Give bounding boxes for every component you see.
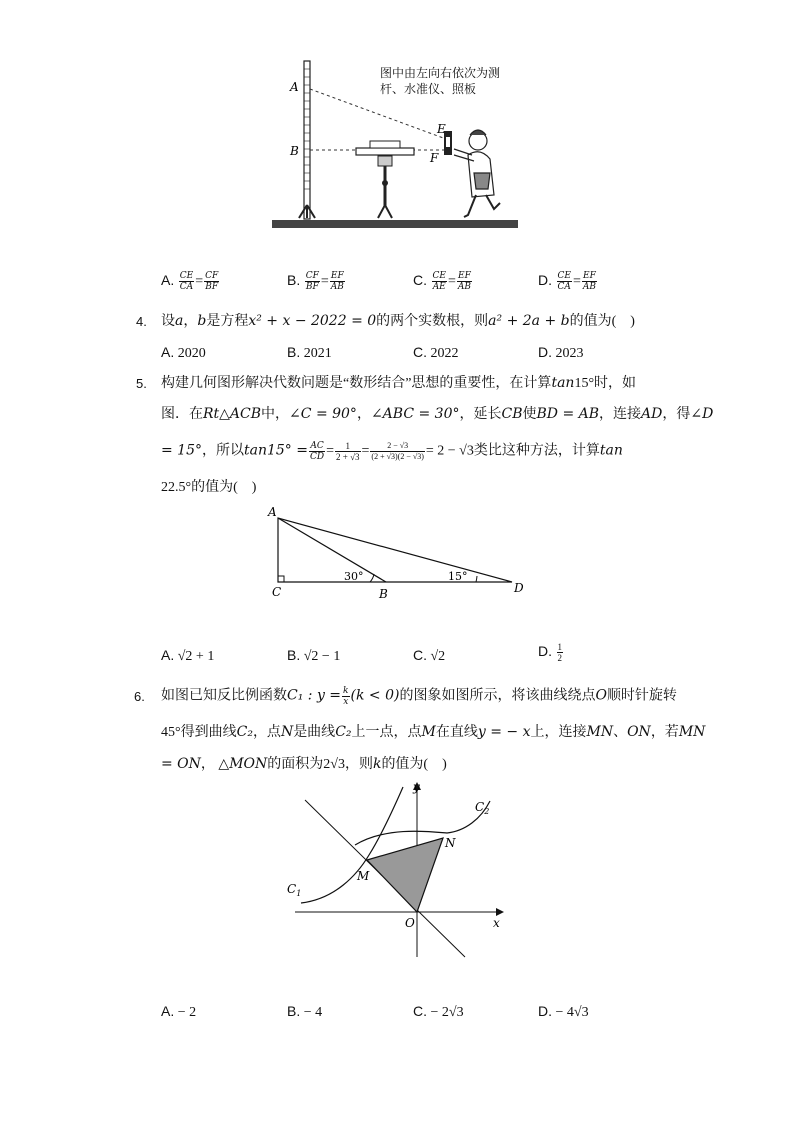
axis-label-y: y <box>413 780 420 794</box>
q5-line4: 22.5°的值为( ) <box>161 480 257 495</box>
curve-label-C1: $C_1$ <box>287 882 302 898</box>
angle-label-15: 15° <box>448 570 468 583</box>
angle-arc-15 <box>476 576 477 582</box>
axis-label-x: x <box>493 916 500 930</box>
q6-line2: 45°得到曲线C₂，点N是曲线C₂上一点，点M在直线y = − x上，连接MN、ON，若MN <box>161 724 706 740</box>
vertex-D: D <box>514 581 524 595</box>
curve-C1 <box>301 787 403 903</box>
q4-option-a[interactable]: A. 2020 <box>161 344 206 361</box>
q3-option-c[interactable]: C. $\frac{CE}{AE}$ = $\frac{EF}{AB}$ <box>413 271 471 293</box>
q5-line2: 图．在Rt△ACB中，∠C = 90°，∠ABC = 30°，延长CB使BD = AB，连接AD，得∠D <box>161 406 714 422</box>
q6-option-a[interactable]: A. − 2 <box>161 1003 197 1020</box>
q6-line1: 如图已知反比例函数C₁ : y = $\frac{k}{x}$ (k < 0)的图象如图所示，将该曲线绕点O顺时针旋转 <box>161 686 677 707</box>
q5-number: 5. <box>136 376 147 391</box>
label-F: F <box>430 151 439 165</box>
triangle-ACD <box>278 518 512 582</box>
vertex-C: C <box>272 585 282 599</box>
curve-C2 <box>355 801 490 845</box>
q5-line1: 构建几何图形解决代数问题是“数形结合”思想的重要性，在计算tan15°时，如 <box>161 375 637 391</box>
q3-option-b[interactable]: B. $\frac{CF}{BF}$ = $\frac{EF}{AB}$ <box>287 271 344 293</box>
measuring-pole <box>304 61 310 219</box>
q5-option-d[interactable]: D. $\frac{1}{2}$ <box>538 642 562 664</box>
q5-line3: = 15°，所以tan15° = $\frac{AC}{CD}$ = $\frac{1}{2 + √3}$ = $\frac{2 - √3}{(2 + √3)(2 - √3)}$ = 2 − √3类比这种方法，计算tan <box>161 441 623 462</box>
q6-option-b[interactable]: B. − 4 <box>287 1003 323 1020</box>
q6-line3: = ON， △MON的面积为2√3，则k的值为( ) <box>161 756 447 772</box>
q5-option-a[interactable]: A. √2 + 1 <box>161 647 215 664</box>
q6-option-d[interactable]: D. − 4√3 <box>538 1003 589 1020</box>
q4-number: 4. <box>136 314 147 329</box>
q4-option-c[interactable]: C. 2022 <box>413 344 459 361</box>
triangle-MON <box>367 838 443 912</box>
q3-option-d[interactable]: D. $\frac{CE}{CA}$ = $\frac{EF}{AB}$ <box>538 271 596 293</box>
vertex-B: B <box>379 587 388 600</box>
q4-option-b[interactable]: B. 2021 <box>287 344 332 361</box>
point-label-M: M <box>357 869 370 883</box>
q6-graph-figure <box>285 775 515 965</box>
q5-triangle-figure <box>262 500 534 600</box>
q6-option-c[interactable]: C. − 2√3 <box>413 1003 464 1020</box>
person-illustration <box>454 130 500 217</box>
q3-option-a[interactable]: A. $\frac{CE}{CA}$ = $\frac{CF}{BF}$ <box>161 271 219 293</box>
label-B: B <box>290 144 299 158</box>
label-E: E <box>437 122 446 136</box>
level-instrument <box>356 141 414 218</box>
q4-option-d[interactable]: D. 2023 <box>538 344 584 361</box>
label-A: A <box>290 80 299 94</box>
angle-label-30: 30° <box>344 570 364 583</box>
figure-note-line1: 图中由左向右依次为测 <box>380 66 501 80</box>
vertex-A: A <box>268 505 277 519</box>
curve-label-C2: $C_2$ <box>475 800 490 816</box>
angle-arc-30 <box>370 574 374 582</box>
figure-note-line2: 杆、水准仪、照板 <box>380 82 477 96</box>
q6-number: 6. <box>134 689 145 704</box>
point-label-N: N <box>445 836 456 850</box>
segment-AB <box>278 518 386 582</box>
origin-label: O <box>405 916 415 930</box>
q5-option-b[interactable]: B. √2 − 1 <box>287 647 341 664</box>
ground <box>272 220 518 228</box>
q5-option-c[interactable]: C. √2 <box>413 647 446 664</box>
right-angle-mark <box>278 576 284 582</box>
q4-stem: 设a，b是方程x² + x − 2022 = 0的两个实数根，则a² + 2a + b的值为( ) <box>161 313 635 329</box>
